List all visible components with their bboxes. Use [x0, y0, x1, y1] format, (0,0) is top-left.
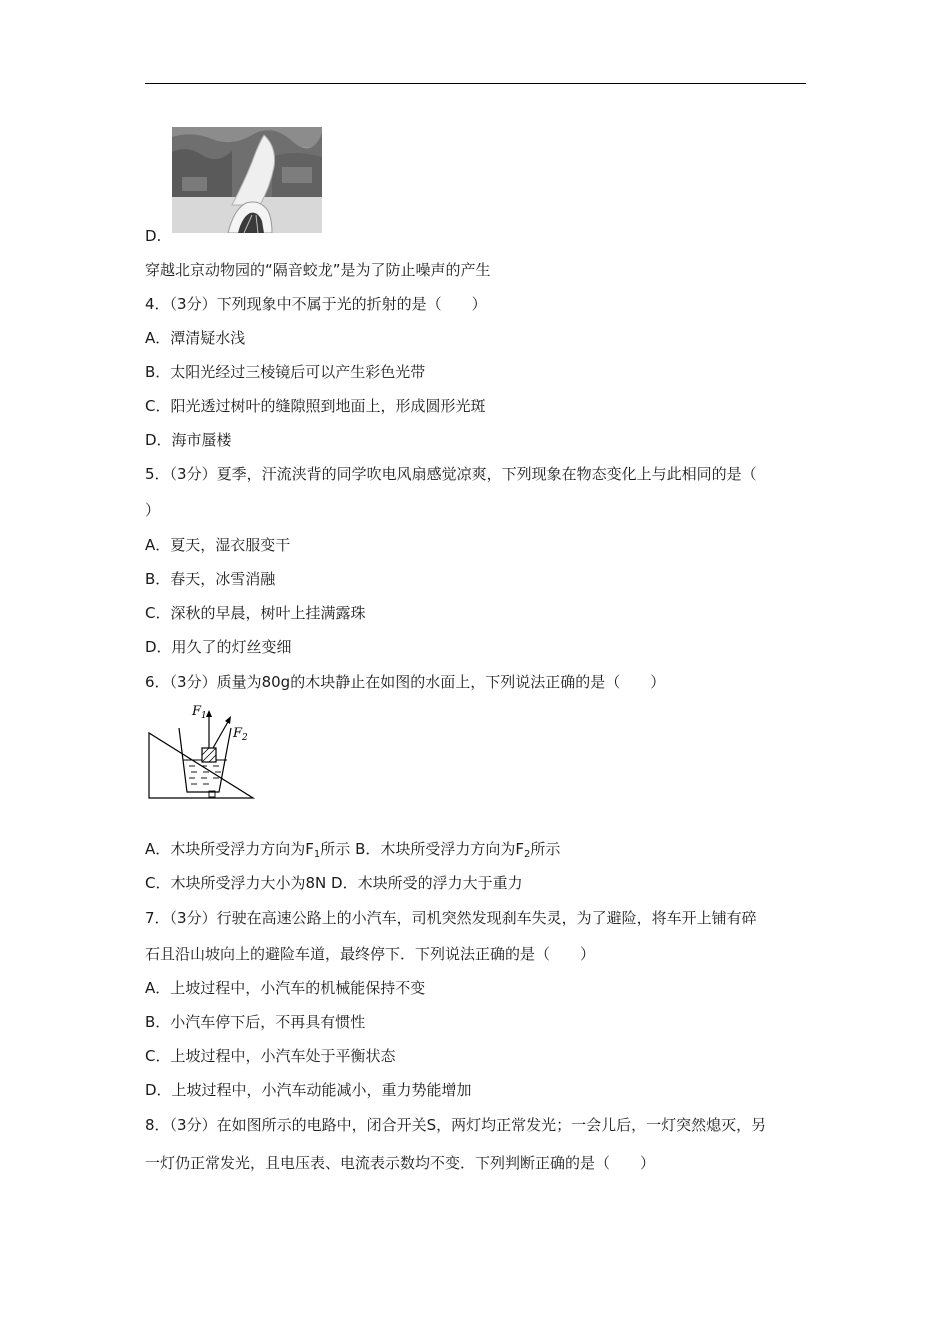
buoyancy-diagram: [145, 700, 260, 805]
sound-barrier-image: [172, 127, 322, 233]
q4-option-a: A．潭清疑水浅: [145, 329, 246, 347]
q6-option-d: D．木块所受的浮力大于重力: [331, 874, 523, 892]
q6-option-a-sub: 1: [313, 849, 321, 860]
q5-option-a: A．夏天，湿衣服变干: [145, 536, 291, 554]
f2-subscript: 2: [242, 733, 248, 743]
q6-option-b-sub: 2: [523, 849, 531, 860]
sound-barrier-photo: [172, 127, 322, 233]
q3-option-d-label: D.: [145, 227, 162, 245]
q8-stem-line2: 一灯仍正常发光，且电压表、电流表示数均不变．下列判断正确的是（ ）: [145, 1154, 656, 1172]
q4-option-c: C．阳光透过树叶的缝隙照到地面上，形成圆形光斑: [145, 397, 486, 415]
q6-option-c: C．木块所受浮力大小为8N: [145, 874, 327, 892]
q5-option-c: C．深秋的早晨，树叶上挂满露珠: [145, 604, 366, 622]
svg-text:F2: [232, 726, 248, 743]
q6-option-a: A．木块所受浮力方向为F: [145, 840, 314, 858]
f2-label: F: [233, 726, 243, 741]
q8-stem-line1: 8．（3分）在如图所示的电路中，闭合开关S，两灯均正常发光；一会儿后，一灯突然熄灭，另: [145, 1116, 767, 1134]
f1-subscript: 1: [201, 711, 207, 721]
q7-option-d: D．上坡过程中，小汽车动能减小，重力势能增加: [145, 1081, 472, 1099]
q5-stem-line2: ）: [145, 501, 161, 519]
q6-buoyancy-figure: [145, 700, 260, 805]
q5-option-b: B．春天，冰雪消融: [145, 570, 276, 588]
q7-option-b: B．小汽车停下后，不再具有惯性: [145, 1013, 366, 1031]
q5-option-d: D．用久了的灯丝变细: [145, 638, 292, 656]
header-rule: [145, 83, 806, 84]
q7-stem-line1: 7．（3分）行驶在高速公路上的小汽车，司机突然发现刹车失灵，为了避险，将车开上铺有碎: [145, 909, 757, 927]
q5-stem-line1: 5．（3分）夏季，汗流浃背的同学吹电风扇感觉凉爽，下列现象在物态变化上与此相同的是（: [145, 465, 757, 483]
q6-options-ab: [145, 839, 560, 859]
q7-stem-line2: 石且沿山坡向上的避险车道，最终停下．下列说法正确的是（ ）: [145, 945, 596, 963]
f1-label: F: [192, 704, 202, 719]
q7-option-a: A．上坡过程中，小汽车的机械能保持不变: [145, 979, 426, 997]
q6-option-a-tail: 所示: [320, 840, 351, 858]
q4-option-d: D．海市蜃楼: [145, 431, 232, 449]
svg-text:F1: [191, 704, 207, 721]
q6-option-b: B．木块所受浮力方向为F: [355, 840, 524, 858]
q4-option-b: B．太阳光经过三棱镜后可以产生彩色光带: [145, 363, 426, 381]
q6-option-b-tail: 所示: [530, 840, 561, 858]
q6-stem: 6．（3分）质量为80g的木块静止在如图的水面上，下列说法正确的是（ ）: [145, 673, 666, 691]
q6-options-cd: [145, 873, 523, 893]
q3-option-d-text: 穿越北京动物园的“隔音蛟龙”是为了防止噪声的产生: [145, 261, 491, 279]
q7-option-c: C．上坡过程中，小汽车处于平衡状态: [145, 1047, 396, 1065]
q4-stem: 4．（3分）下列现象中不属于光的折射的是（ ）: [145, 295, 487, 313]
